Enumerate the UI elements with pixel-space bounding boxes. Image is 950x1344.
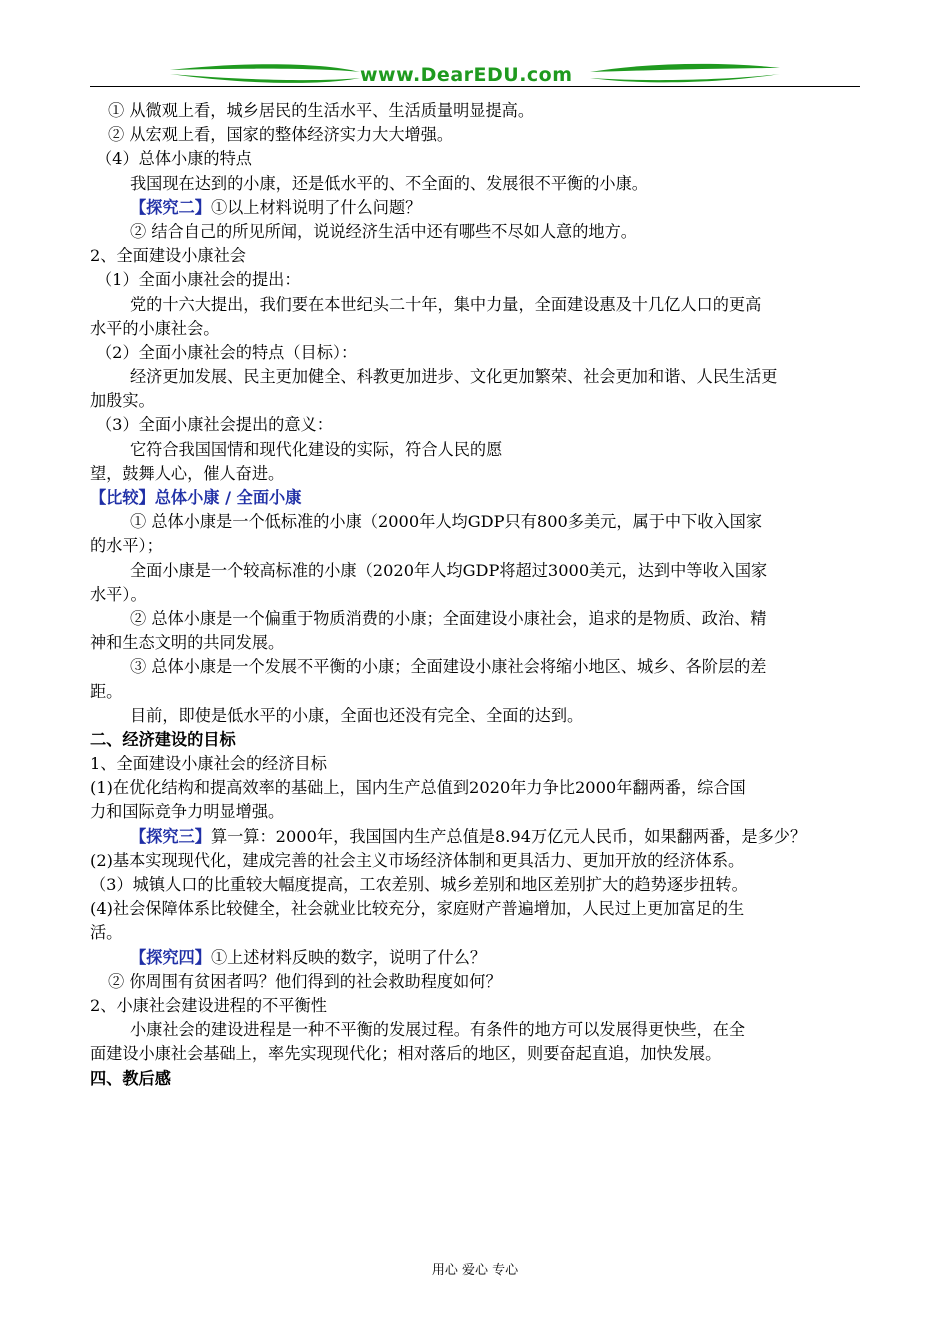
highlight-label: 【探究四】 — [130, 947, 211, 967]
text-segment: ② 从宏观上看，国家的整体经济实力大大增强。 — [108, 125, 454, 145]
text-line — [90, 413, 865, 437]
section-heading: 四、教后感 — [90, 1068, 171, 1088]
text-segment: 我国现在达到的小康，还是低水平的、不全面的、发展很不平衡的小康。 — [130, 173, 648, 193]
text-line — [90, 438, 865, 462]
text-segment: 水平）。 — [90, 584, 147, 604]
text-line — [90, 752, 865, 776]
text-segment: ① 从微观上看，城乡居民的生活水平、生活质量明显提高。 — [108, 101, 535, 120]
text-line — [90, 776, 865, 800]
text-line — [90, 970, 865, 994]
text-line — [90, 849, 865, 873]
text-line — [90, 873, 865, 897]
text-line — [90, 486, 865, 510]
highlight-label: 【探究三】 — [130, 826, 211, 846]
text-line — [90, 680, 865, 704]
text-line — [90, 655, 865, 679]
text-line — [90, 534, 865, 558]
text-line — [90, 1042, 865, 1066]
site-logo-text[interactable]: www.DearEDU.com — [360, 64, 573, 86]
document-body — [90, 99, 865, 1091]
text-segment: 力和国际竞争力明显增强。 — [90, 802, 285, 822]
text-line — [90, 728, 865, 752]
text-line — [90, 462, 865, 486]
text-line — [90, 800, 865, 824]
section-heading: 二、经济建设的目标 — [90, 729, 236, 749]
text-line — [90, 510, 865, 534]
text-segment: (1)在优化结构和提高效率的基础上，国内生产总值到2020年力争比2000年翻两番，综合国 — [90, 778, 746, 798]
highlight-label: 【探究二】 — [130, 197, 211, 217]
text-line — [90, 559, 865, 583]
text-segment: （2）全面小康社会的特点（目标）： — [96, 342, 358, 362]
text-segment: 经济更加发展、民主更加健全、科教更加进步、文化更加繁荣、社会更加和谐、人民生活更 — [130, 367, 778, 387]
text-segment: ①上述材料反映的数字，说明了什么？ — [210, 947, 487, 967]
text-segment: (4)社会保障体系比较健全，社会就业比较充分，家庭财产普遍增加，人民过上更加富足的生 — [90, 899, 745, 919]
text-segment: 2、小康社会建设进程的不平衡性 — [90, 995, 327, 1015]
text-segment: （1）全面小康社会的提出： — [96, 270, 301, 290]
text-segment: ①以上材料说明了什么问题？ — [210, 197, 422, 217]
text-line — [90, 244, 865, 268]
text-line — [90, 921, 865, 945]
text-segment: ③ 总体小康是一个发展不平衡的小康；全面建设小康社会将缩小地区、城乡、各阶层的差 — [130, 657, 767, 677]
text-segment: 的水平）； — [90, 536, 163, 556]
text-line — [90, 268, 865, 292]
text-line — [90, 293, 865, 317]
text-segment: 望，鼓舞人心，催人奋进。 — [90, 463, 285, 483]
text-line — [90, 704, 865, 728]
text-segment: 神和生态文明的共同发展。 — [90, 633, 285, 653]
text-segment: 面建设小康社会基础上，率先实现现代化；相对落后的地区，则要奋起直追，加快发展。 — [90, 1044, 722, 1064]
text-segment: 它符合我国国情和现代化建设的实际，符合人民的愿 — [130, 439, 503, 459]
text-segment: 1、全面建设小康社会的经济目标 — [90, 754, 327, 774]
text-line — [90, 172, 865, 196]
page-footer: 用心 爱心 专心 — [431, 1263, 519, 1278]
text-line — [90, 994, 865, 1018]
text-segment: 加殷实。 — [90, 391, 155, 411]
text-line — [90, 220, 865, 244]
text-line — [90, 365, 865, 389]
text-segment: （3）城镇人口的比重较大幅度提高，工农差别、城乡差别和地区差别扩大的趋势逐步扭转。 — [90, 875, 748, 894]
text-segment: 小康社会的建设进程是一种不平衡的发展过程。有条件的地方可以发展得更快些，在全 — [130, 1020, 746, 1040]
text-segment: ② 结合自己的所见所闻，说说经济生活中还有哪些不尽如人意的地方。 — [130, 221, 637, 241]
text-line — [90, 825, 865, 849]
text-segment: (2)基本实现现代化，建成完善的社会主义市场经济体制和更具活力、更加开放的经济体系。 — [90, 850, 745, 870]
text-segment: ② 总体小康是一个偏重于物质消费的小康；全面建设小康社会，追求的是物质、政治、精 — [130, 608, 767, 628]
text-segment: ② 你周围有贫困者吗？他们得到的社会救助程度如何？ — [108, 971, 502, 991]
text-segment: 水平的小康社会。 — [90, 318, 220, 338]
header-divider — [90, 86, 860, 87]
text-line — [90, 897, 865, 921]
text-line — [90, 631, 865, 655]
text-segment: （3）全面小康社会提出的意义： — [96, 415, 333, 435]
text-line — [90, 607, 865, 631]
text-line — [90, 341, 865, 365]
text-line — [90, 196, 865, 220]
text-line — [90, 1067, 865, 1091]
text-line — [90, 389, 865, 413]
text-segment: 目前，即使是低水平的小康，全面也还没有完全、全面的达到。 — [130, 705, 584, 725]
text-segment: ① 总体小康是一个低标准的小康（2000年人均GDP只有800多美元，属于中下收入国家 — [130, 512, 763, 532]
text-line — [90, 1018, 865, 1042]
text-line — [90, 946, 865, 970]
text-line — [90, 147, 865, 171]
text-segment: 距。 — [90, 681, 123, 701]
text-segment: 活。 — [90, 923, 123, 943]
text-line — [90, 583, 865, 607]
text-segment: 2、全面建设小康社会 — [90, 246, 246, 266]
text-segment: （4）总体小康的特点 — [96, 149, 252, 169]
text-line — [90, 123, 865, 147]
text-line — [90, 99, 865, 123]
text-segment: 算一算：2000年，我国国内生产总值是8.94万亿元人民币，如果翻两番，是多少？ — [210, 826, 807, 846]
highlight-label: 【比较】总体小康 / 全面小康 — [90, 488, 302, 507]
text-segment: 全面小康是一个较高标准的小康（2020年人均GDP将超过3000美元，达到中等收入国家 — [130, 560, 768, 580]
text-line — [90, 317, 865, 341]
text-segment: 党的十六大提出，我们要在本世纪头二十年，集中力量，全面建设惠及十几亿人口的更高 — [130, 294, 762, 314]
